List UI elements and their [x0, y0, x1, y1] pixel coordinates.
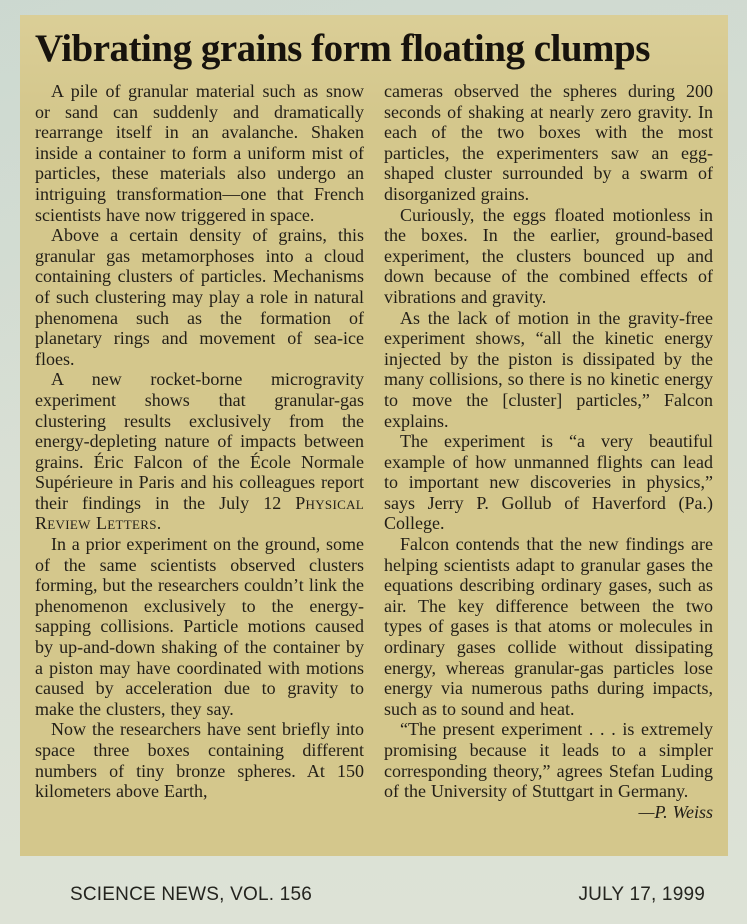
- article-paragraph: [384, 431, 713, 534]
- journal-name: Physical Review Letters: [35, 492, 364, 534]
- article-columns: [35, 81, 713, 822]
- column-right: [384, 81, 713, 822]
- article-title: Vibrating grains form floating clumps: [35, 27, 650, 70]
- article-paragraph: [384, 534, 713, 719]
- page-footer: [0, 872, 747, 924]
- paragraph-text: A pile of granular material such as snow or sand can suddenly and dramatically rearrange itself in an avalanche. Shaken inside a container to form a uniform mist of particles, these materials also undergo an intriguing transformation—one that French scientists have now triggered in space.: [35, 81, 364, 225]
- paragraph-text: Now the researchers have sent briefly into space three boxes containing different numbers of tiny bronze spheres. At 150 kilometers above Earth,: [35, 719, 364, 802]
- paragraph-text: The experiment is “a very beautiful example of how unmanned flights can lead to important new discoveries in physics,” says Jerry P. Gollub of Haverford (Pa.) College.: [384, 431, 713, 534]
- paragraph-text: As the lack of motion in the gravity-free experiment shows, “all the kinetic energy injected by the piston is dissipated by the many collisions, so there is no kinetic energy to move the [cluster] particles,” Falcon explains.: [384, 307, 713, 431]
- article-paragraph: [35, 225, 364, 369]
- article-block: [20, 15, 728, 856]
- article-paragraph: [384, 308, 713, 432]
- paragraph-text: Falcon contends that the new findings are helping scientists adapt to granular gases the equations describing ordinary gases, such as air. The key difference between the two types of gases is that atoms or molecules in ordinary gases collide without dissipating energy, whereas granular-gas particles lose energy via numerous paths during impacts, such as to sound and heat.: [384, 534, 713, 719]
- article-paragraph: [35, 534, 364, 719]
- article-paragraph: [35, 369, 364, 534]
- footer-date: JULY 17, 1999: [578, 884, 705, 905]
- article-paragraph: [35, 719, 364, 801]
- article-paragraph: [384, 205, 713, 308]
- paragraph-text: A new rocket-borne microgravity experiment shows that granular-gas clustering results exclusively from the energy-depleting nature of impacts between grains. Éric Falcon of the École Normale Supérieure in Paris and his colleagues report their findings in the July 12: [35, 369, 364, 513]
- paragraph-text: In a prior experiment on the ground, some of the same scientists observed clusters forming, but the researchers couldn’t link the phenomenon exclusively to the energy-sapping collisions. Particle motions caused by up-and-down shaking of the container by a piston may have coordinated with motions caused by acceleration due to gravity to make the clusters, they say.: [35, 534, 364, 719]
- paragraph-text: Above a certain density of grains, this granular gas metamorphoses into a cloud containing clusters of particles. Mechanisms of such clustering may play a role in natural phenomena such as the formation of planetary rings and movement of sea-ice floes.: [35, 225, 364, 369]
- article-paragraph: [384, 81, 713, 205]
- paragraph-text: “The present experiment . . . is extremely promising because it leads to a simpler corresponding theory,” agrees Stefan Luding of the University of Stuttgart in Germany.: [384, 719, 713, 802]
- article-paragraph: [35, 81, 364, 225]
- paragraph-text: cameras observed the spheres during 200 seconds of shaking at nearly zero gravity. In each of the two boxes with the most particles, the experimenters saw an egg-shaped cluster surrounded by a swarm of disorganized grains.: [384, 81, 713, 204]
- footer-journal: SCIENCE NEWS, VOL. 156: [70, 884, 312, 905]
- column-left: [35, 81, 364, 822]
- paragraph-text: .: [156, 513, 162, 534]
- paragraph-text: Curiously, the eggs floated motionless in the boxes. In the earlier, ground-based experiment, the clusters bounced up and down because of the combined effects of vibrations and gravity.: [384, 204, 713, 307]
- article-paragraph: [384, 719, 713, 822]
- author-byline: —P. Weiss: [638, 801, 713, 822]
